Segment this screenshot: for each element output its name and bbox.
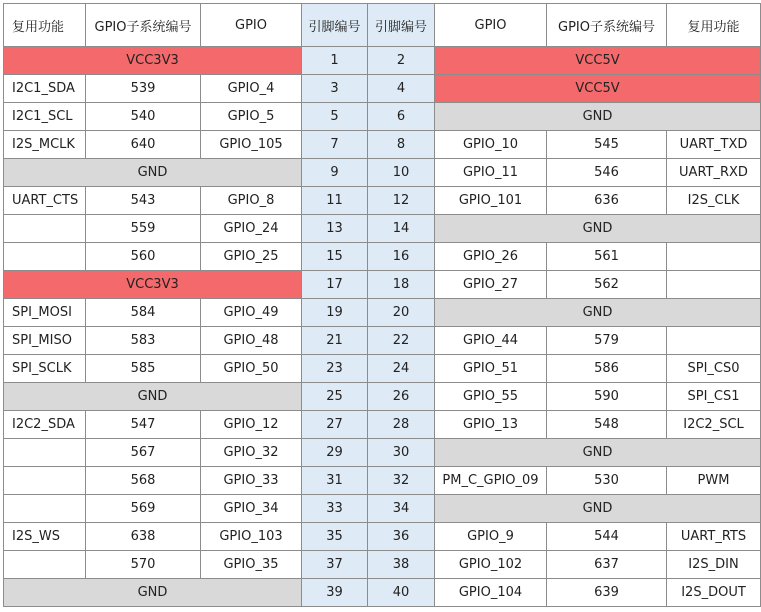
left-subsystem-cell: 640 — [86, 131, 201, 159]
left-function-cell: I2C1_SCL — [4, 103, 86, 131]
right-gpio-cell: GPIO_101 — [435, 187, 547, 215]
left-subsystem-cell: 568 — [86, 467, 201, 495]
table-row — [4, 75, 761, 103]
pin-number-right: 36 — [368, 523, 435, 551]
table-row — [4, 523, 761, 551]
right-gpio-cell: GPIO_13 — [435, 411, 547, 439]
header-func-left: 复用功能 — [4, 4, 86, 47]
header-row — [4, 4, 761, 47]
left-subsystem-cell: 583 — [86, 327, 201, 355]
right-function-cell: SPI_CS1 — [667, 383, 761, 411]
table-row — [4, 47, 761, 75]
pin-number-right: 4 — [368, 75, 435, 103]
left-subsystem-cell: 560 — [86, 243, 201, 271]
right-gpio-cell: PM_C_GPIO_09 — [435, 467, 547, 495]
pin-number-right: 20 — [368, 299, 435, 327]
left-function-cell: I2C1_SDA — [4, 75, 86, 103]
right-subsystem-cell: 544 — [547, 523, 667, 551]
pin-number-right: 32 — [368, 467, 435, 495]
pin-number-right: 22 — [368, 327, 435, 355]
left-gpio-cell: GPIO_50 — [201, 355, 302, 383]
pin-number-right: 26 — [368, 383, 435, 411]
header-pin-left: 引脚编号 — [302, 4, 368, 47]
pin-number-left: 39 — [302, 579, 368, 607]
table-row — [4, 159, 761, 187]
table-row — [4, 327, 761, 355]
right-gpio-cell: GPIO_51 — [435, 355, 547, 383]
right-subsystem-cell: 639 — [547, 579, 667, 607]
right-gpio-cell: GPIO_10 — [435, 131, 547, 159]
right-subsystem-cell: 636 — [547, 187, 667, 215]
right-function-cell: I2S_DIN — [667, 551, 761, 579]
pin-number-right: 16 — [368, 243, 435, 271]
right-function-cell — [667, 327, 761, 355]
right-function-cell: SPI_CS0 — [667, 355, 761, 383]
right-function-cell: UART_RTS — [667, 523, 761, 551]
left-function-cell: UART_CTS — [4, 187, 86, 215]
left-function-cell — [4, 467, 86, 495]
pin-number-left: 27 — [302, 411, 368, 439]
table-row — [4, 131, 761, 159]
left-subsystem-cell: 543 — [86, 187, 201, 215]
left-function-cell — [4, 495, 86, 523]
pin-number-left: 5 — [302, 103, 368, 131]
header-func-right: 复用功能 — [667, 4, 761, 47]
left-gpio-cell: GPIO_49 — [201, 299, 302, 327]
right-ground-cell: GND — [435, 299, 761, 327]
left-function-cell: I2C2_SDA — [4, 411, 86, 439]
table-row — [4, 383, 761, 411]
table-row — [4, 271, 761, 299]
pin-number-left: 19 — [302, 299, 368, 327]
pin-number-right: 24 — [368, 355, 435, 383]
left-ground-cell: GND — [4, 579, 302, 607]
right-subsystem-cell: 546 — [547, 159, 667, 187]
pin-number-right: 18 — [368, 271, 435, 299]
table-row — [4, 439, 761, 467]
left-gpio-cell: GPIO_34 — [201, 495, 302, 523]
left-function-cell: SPI_MISO — [4, 327, 86, 355]
table-row — [4, 495, 761, 523]
left-gpio-cell: GPIO_25 — [201, 243, 302, 271]
pin-number-left: 25 — [302, 383, 368, 411]
right-subsystem-cell: 579 — [547, 327, 667, 355]
pin-number-left: 15 — [302, 243, 368, 271]
pin-number-right: 12 — [368, 187, 435, 215]
left-subsystem-cell: 585 — [86, 355, 201, 383]
pin-number-right: 28 — [368, 411, 435, 439]
right-subsystem-cell: 530 — [547, 467, 667, 495]
pin-number-left: 13 — [302, 215, 368, 243]
table-row — [4, 187, 761, 215]
right-gpio-cell: GPIO_55 — [435, 383, 547, 411]
left-function-cell: SPI_MOSI — [4, 299, 86, 327]
left-subsystem-cell: 567 — [86, 439, 201, 467]
pin-number-right: 10 — [368, 159, 435, 187]
right-ground-cell: GND — [435, 103, 761, 131]
gpio-pin-table — [3, 3, 761, 607]
header-gpio-right: GPIO — [435, 4, 547, 47]
left-subsystem-cell: 547 — [86, 411, 201, 439]
left-gpio-cell: GPIO_103 — [201, 523, 302, 551]
right-function-cell — [667, 243, 761, 271]
right-subsystem-cell: 590 — [547, 383, 667, 411]
left-gpio-cell: GPIO_12 — [201, 411, 302, 439]
left-gpio-cell: GPIO_24 — [201, 215, 302, 243]
pin-number-left: 35 — [302, 523, 368, 551]
right-function-cell: I2C2_SCL — [667, 411, 761, 439]
header-subsystem-left: GPIO子系统编号 — [86, 4, 201, 47]
right-function-cell: UART_RXD — [667, 159, 761, 187]
left-subsystem-cell: 638 — [86, 523, 201, 551]
table-row — [4, 299, 761, 327]
left-function-cell: SPI_SCLK — [4, 355, 86, 383]
right-gpio-cell: GPIO_102 — [435, 551, 547, 579]
right-gpio-cell: GPIO_11 — [435, 159, 547, 187]
right-subsystem-cell: 561 — [547, 243, 667, 271]
right-function-cell: PWM — [667, 467, 761, 495]
left-function-cell: I2S_MCLK — [4, 131, 86, 159]
right-subsystem-cell: 637 — [547, 551, 667, 579]
table-row — [4, 411, 761, 439]
right-ground-cell: GND — [435, 215, 761, 243]
pin-number-right: 30 — [368, 439, 435, 467]
left-gpio-cell: GPIO_32 — [201, 439, 302, 467]
pin-number-left: 31 — [302, 467, 368, 495]
table-row — [4, 243, 761, 271]
header-pin-right: 引脚编号 — [368, 4, 435, 47]
left-subsystem-cell: 539 — [86, 75, 201, 103]
pin-number-left: 33 — [302, 495, 368, 523]
right-gpio-cell: GPIO_27 — [435, 271, 547, 299]
left-gpio-cell: GPIO_105 — [201, 131, 302, 159]
pin-number-right: 2 — [368, 47, 435, 75]
right-power-cell: VCC5V — [435, 75, 761, 103]
right-subsystem-cell: 548 — [547, 411, 667, 439]
right-gpio-cell: GPIO_104 — [435, 579, 547, 607]
right-gpio-cell: GPIO_44 — [435, 327, 547, 355]
pin-number-right: 8 — [368, 131, 435, 159]
right-function-cell — [667, 271, 761, 299]
pin-number-left: 11 — [302, 187, 368, 215]
left-function-cell: I2S_WS — [4, 523, 86, 551]
left-gpio-cell: GPIO_5 — [201, 103, 302, 131]
header-subsystem-right: GPIO子系统编号 — [547, 4, 667, 47]
left-function-cell — [4, 439, 86, 467]
left-function-cell — [4, 215, 86, 243]
pin-number-left: 7 — [302, 131, 368, 159]
table-row — [4, 467, 761, 495]
table-row — [4, 551, 761, 579]
right-subsystem-cell: 586 — [547, 355, 667, 383]
table-row — [4, 103, 761, 131]
right-gpio-cell: GPIO_9 — [435, 523, 547, 551]
table-row — [4, 215, 761, 243]
right-power-cell: VCC5V — [435, 47, 761, 75]
table-row — [4, 579, 761, 607]
pin-number-right: 40 — [368, 579, 435, 607]
left-gpio-cell: GPIO_48 — [201, 327, 302, 355]
left-ground-cell: GND — [4, 383, 302, 411]
right-gpio-cell: GPIO_26 — [435, 243, 547, 271]
left-subsystem-cell: 569 — [86, 495, 201, 523]
pin-number-left: 9 — [302, 159, 368, 187]
right-subsystem-cell: 545 — [547, 131, 667, 159]
left-gpio-cell: GPIO_33 — [201, 467, 302, 495]
right-function-cell: I2S_CLK — [667, 187, 761, 215]
left-ground-cell: GND — [4, 159, 302, 187]
left-power-cell: VCC3V3 — [4, 271, 302, 299]
pin-number-left: 29 — [302, 439, 368, 467]
pin-number-right: 38 — [368, 551, 435, 579]
pin-number-left: 17 — [302, 271, 368, 299]
left-gpio-cell: GPIO_35 — [201, 551, 302, 579]
right-ground-cell: GND — [435, 439, 761, 467]
table-row — [4, 355, 761, 383]
left-subsystem-cell: 584 — [86, 299, 201, 327]
left-function-cell — [4, 551, 86, 579]
left-power-cell: VCC3V3 — [4, 47, 302, 75]
right-function-cell: UART_TXD — [667, 131, 761, 159]
right-subsystem-cell: 562 — [547, 271, 667, 299]
left-gpio-cell: GPIO_4 — [201, 75, 302, 103]
right-function-cell: I2S_DOUT — [667, 579, 761, 607]
pin-number-left: 1 — [302, 47, 368, 75]
left-subsystem-cell: 540 — [86, 103, 201, 131]
right-ground-cell: GND — [435, 495, 761, 523]
pin-number-left: 21 — [302, 327, 368, 355]
left-subsystem-cell: 559 — [86, 215, 201, 243]
header-gpio-left: GPIO — [201, 4, 302, 47]
left-subsystem-cell: 570 — [86, 551, 201, 579]
pin-number-left: 3 — [302, 75, 368, 103]
pin-number-right: 14 — [368, 215, 435, 243]
pin-number-left: 23 — [302, 355, 368, 383]
pin-number-right: 34 — [368, 495, 435, 523]
left-function-cell — [4, 243, 86, 271]
pin-table-body — [4, 47, 761, 607]
pin-number-right: 6 — [368, 103, 435, 131]
pin-number-left: 37 — [302, 551, 368, 579]
left-gpio-cell: GPIO_8 — [201, 187, 302, 215]
